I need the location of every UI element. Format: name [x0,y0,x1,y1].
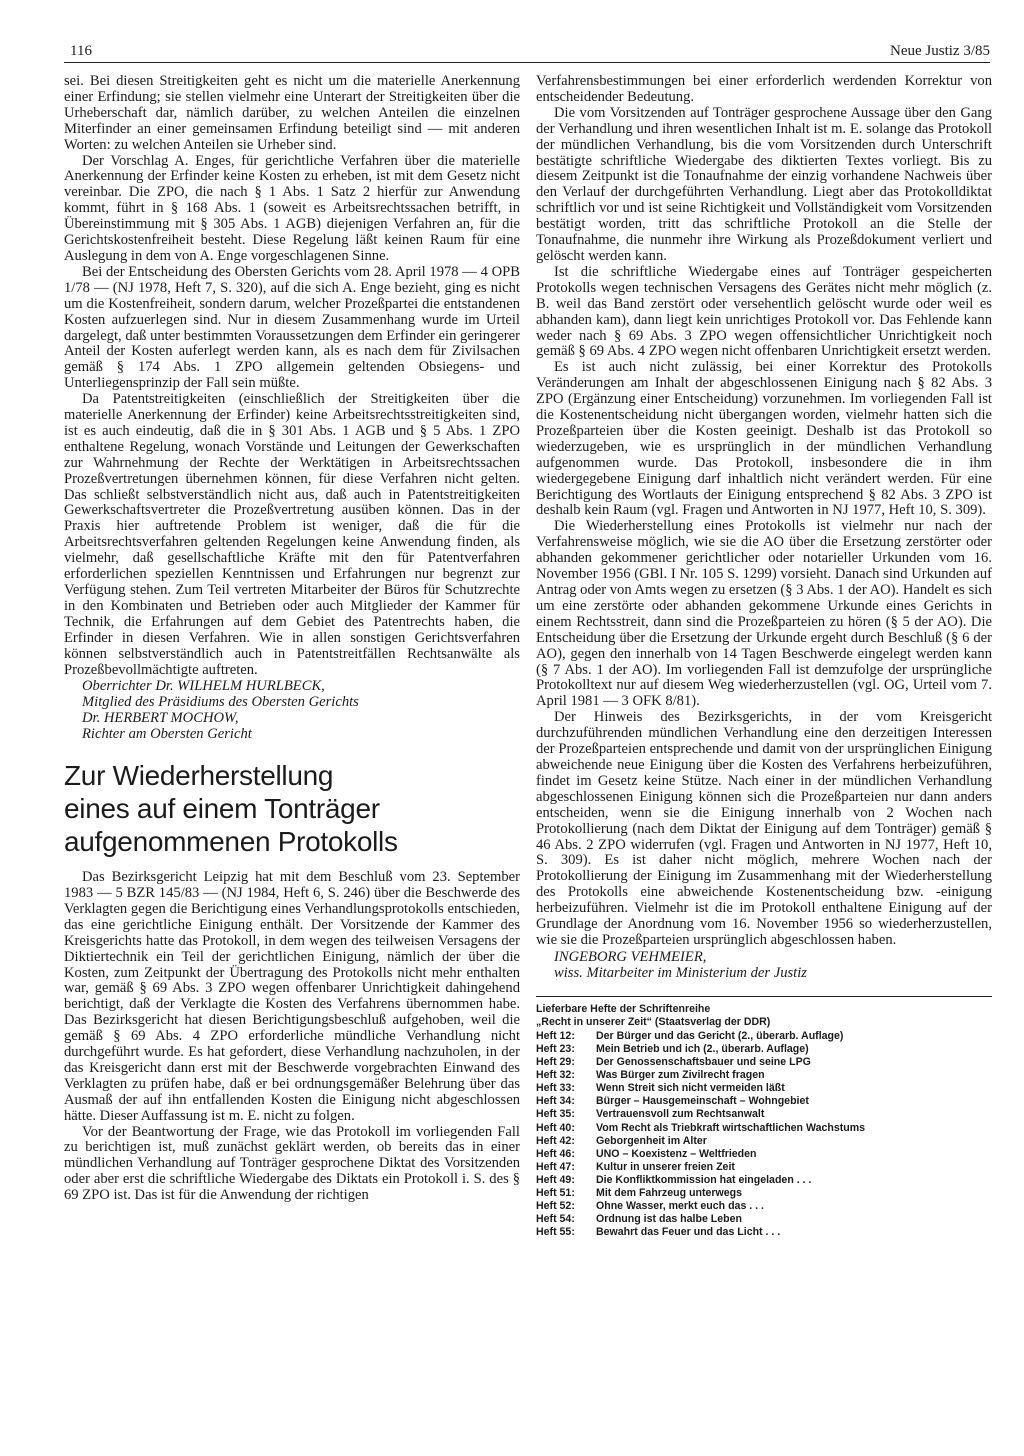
article-title [64,759,520,858]
advert-issue-title: UNO – Koexistenz – Weltfrieden [596,1147,757,1160]
paragraph: Verfahrensbestimmungen bei einer erforderlich werdenden Korrektur von entscheidender Bedeutung. [536,73,992,105]
advert-issue-number: Heft 47: [536,1160,575,1173]
paragraph: Der Vorschlag A. Enges, für gerichtliche Verfahren über die materielle Anerkennung der Erfinder keine Kosten zu erheben, ist mit dem Gesetz nicht vereinbar. Die ZPO, die nach § 1 Abs. 1 Satz 2 hierfür zur Anwendung kommt, führt in § 168 Abs. 1 (soweit es Arbeitsrechtssachen betrifft, in Übereinstimmung mit § 305 Abs. 1 AGB) diejenigen Verfahren an, für die Gerichtskostenfreiheit besteht. Diese Regelung läßt keinen Raum für eine Auslegung in dem von A. Enge vorgeschlagenen Sinne. [64,152,520,264]
advert-list-item [536,1135,865,1148]
signature-line: Richter am Obersten Gericht [82,726,252,743]
paragraph: Die vom Vorsitzenden auf Tonträger gesprochene Aussage über den Gang der Verhandlung und ihren wesentlichen Inhalt ist m. E. solange das Protokoll der mündlichen Verhandlung, bis die vom Vorsitzenden durch Unterschrift bestätigte schriftliche Wiedergabe des diktierten Textes vorliegt. Bis zu diesem Zeitpunkt ist die Tonaufnahme der einzig vorhandene Nachweis über den Verlauf der durchgeführten Verhandlung. Liegt aber das Protokolldiktat schriftlich vor und ist seine Richtigkeit und Vollständigkeit vom Vorsitzenden bestätigt worden, tritt das schriftliche Protokoll an die Stelle der Tonaufnahme, die nunmehr ihre Wirkung als Prozeßdokument verliert und gelöscht werden kann. [536,104,992,264]
paragraph: Das Bezirksgericht Leipzig hat mit dem Beschluß vom 23. September 1983 — 5 BZR 145/83 — (NJ 1984, Heft 6, S. 246) über die Beschwerde des Verklagten gegen die Berichtigung eines Verhandlungsprotokolls entschieden, das eine gerichtliche Einigung enthält. Der Vorsitzende der Kammer des Kreisgerichts hatte das Protokoll, in dem wegen des teilweisen Versagens der Diktiertechnik ein Teil der gerichtlichen Einigung, nämlich der über die Kosten, zum Zeitpunkt der Übertragung des Protokolls nicht mehr enthalten war, gemäß § 69 Abs. 3 ZPO wegen offenbarer Unrichtigkeit dahingehend berichtigt, daß der Verklagte die Kosten des Verfahrens übernommen habe. Das Bezirksgericht hat diesen Berichtigungsbeschluß aufgehoben, weil die gemäß § 69 Abs. 4 ZPO erforderliche mündliche Verhandlung nicht durchgeführt wurde. Es hat gefordert, diese Verhandlung nachzuholen, in der das Kreisgericht dann erst mit der Beschwerde vorgebrachten Einwand des Verklagten zu prüfen habe, daß er bei ordnungsgemäßer Belehrung über das Ausmaß der auf ihn entfallenden Kosten die Einigung nicht abgeschlossen hätte. Dieser Auffassung ist m. E. nicht zu folgen. [64,869,520,1124]
advert-issue-title: Der Genossenschaftsbauer und seine LPG [596,1056,811,1069]
paragraph: Der Hinweis des Bezirksgerichts, in der vom Kreisgericht durchzuführenden mündlichen Verhandlung eine den derzeitigen Interessen der Prozeßparteien entsprechende und damit von der ursprünglichen Einigung abweichende neue Einigung über die Kosten des Verfahrens herbeizuführen, findet im Gesetz keine Stütze. Nach einer in der mündlichen Verhandlung abgeschlossenen Einigung können sich die Prozeßparteien nur dann anders entscheiden, wenn sie die Einigung innerhalb von 2 Wochen nach Protokollierung (nach dem Diktat der Einigung auf dem Tonträger) gemäß § 46 Abs. 2 ZPO widerrufen (vgl. Fragen und Antworten in NJ 1977, Heft 10, S. 309). Es ist daher nicht möglich, mehrere Wochen nach der Protokollierung der Einigung im Zusammenhang mit der Wiederherstellung des Protokolls eine abweichende Kostenentscheidung bzw. -einigung herbeizuführen. Vielmehr ist die im Protokoll enthaltene Einigung auf der Grundlage der Anordnung vom 16. November 1956 so wiederherzustellen, wie sie die Prozeßparteien ursprünglich abgeschlossen haben. [536,709,992,948]
advert-issue-title: Mit dem Fahrzeug unterwegs [596,1186,742,1199]
left-column [64,74,520,1204]
paragraph: Es ist auch nicht zulässig, bei einer Korrektur des Protokolls Veränderungen am Inhalt der abgeschlossenen Einigung nach § 82 Abs. 3 ZPO (Ergänzung einer Entscheidung) vorzunehmen. Im vorliegenden Fall ist die Kostenentscheidung nicht übergangen worden, vielmehr hatten sich die Prozeßparteien über die Kosten geeinigt. Deshalb ist das Protokoll so wiederzugeben, wie es ursprünglich in der mündlichen Verhandlung aufgenommen wurde. Das Protokoll, insbesondere die in ihm wiedergegebene Einigung darf inhaltlich nicht verändert werden. Für eine Berichtigung des Wortlauts der Einigung entsprechend § 82 Abs. 3 ZPO ist deshalb kein Raum (vgl. Fragen und Antworten in NJ 1977, Heft 10, S. 309). [536,359,992,519]
signature-line: Mitglied des Präsidiums des Obersten Gerichts [82,694,359,711]
advert-issue-number: Heft 35: [536,1108,575,1121]
journal-issue: Neue Justiz 3/85 [890,43,990,59]
advert-issue-number: Heft 34: [536,1095,575,1108]
advert-issue-number: Heft 42: [536,1134,575,1147]
advert-issue-number: Heft 51: [536,1186,575,1199]
advert-issue-number: Heft 32: [536,1069,575,1082]
advert-list-item [536,1108,865,1121]
paragraph: Die Wiederherstellung eines Protokolls ist vielmehr nur nach der Verfahrensweise möglich, wie sie die AO über die Ersetzung zerstörter oder abhanden gekommener gerichtlicher oder notarieller Urkunden vom 16. November 1956 (GBl. I Nr. 105 S. 1299) vorsieht. Danach sind Urkunden auf Antrag oder von Amts wegen zu ersetzen (§ 3 Abs. 1 der AO). Handelt es sich um eine zerstörte oder abhanden gekommene Urkunde eines Gerichts in einem Rechtsstreit, dann sind die Prozeßparteien zu hören (§ 5 der AO). Die Entscheidung über die Ersetzung der Urkunde ergeht durch Beschluß (§ 6 der AO), gegen den innerhalb von 14 Tagen Beschwerde eingelegt werden kann (§ 7 Abs. 1 der AO). Im vorliegenden Fall ist demzufolge der ursprüngliche Protokolltext nur auf diesem Weg wiederherzustellen (vgl. OG, Urteil vom 7. April 1981 — 3 OFK 8/81). [536,518,992,710]
advert-list-item [536,1122,865,1135]
advert-list-item [536,1095,865,1108]
advert-list-item [536,1213,865,1226]
title-line: Zur Wiederherstellung [64,760,334,792]
advert-issue-number: Heft 23: [536,1042,575,1055]
series-advertisement [536,996,992,1240]
advert-issue-title: Ohne Wasser, merkt euch das . . . [596,1200,764,1213]
advert-list-item [536,1056,865,1069]
advert-issue-number: Heft 49: [536,1173,575,1186]
signature-line: INGEBORG VEHMEIER, [554,948,707,965]
advert-list-item [536,1069,865,1082]
advert-issue-number: Heft 40: [536,1121,575,1134]
advert-issue-title: Ordnung ist das halbe Leben [596,1213,742,1226]
advert-issue-title: Bewahrt das Feuer und das Licht . . . [596,1226,781,1239]
advert-list [536,1030,865,1240]
paragraph: Bei der Entscheidung des Obersten Gerichts vom 28. April 1978 — 4 OPB 1/78 — (NJ 1978, Heft 7, S. 320), auf die sich A. Enge bezieht, ging es nicht um die Kostenfreiheit, sondern darum, welcher Prozeßpartei die entstandenen Kosten aufzuerlegen sind. Nur in diesem Zusammenhang wurde im Urteil dargelegt, daß unter bestimmten Voraussetzungen dem Erfinder ein geringerer Anteil der Kosten auferlegt werden kann, als es nach dem für Zivilsachen gemäß § 174 Abs. 1 ZPO allgemein geltenden Obsiegens- und Unterliegensprinzip der Fall sein müßte. [64,263,520,392]
advert-issue-title: Mein Betrieb und ich (2., überarb. Auflage) [596,1042,809,1055]
advert-issue-title: Bürger – Hausgemeinschaft – Wohngebiet [596,1095,809,1108]
advert-issue-title: Kultur in unserer freien Zeit [596,1160,735,1173]
advert-heading: Lieferbare Hefte der Schriftenreihe [536,1002,711,1015]
advert-issue-number: Heft 12: [536,1029,575,1042]
advert-issue-number: Heft 55: [536,1226,575,1239]
page-header [64,40,990,63]
advert-issue-title: Die Konfliktkommission hat eingeladen . . . [596,1173,812,1186]
paragraph: Vor der Beantwortung der Frage, wie das Protokoll im vorliegenden Fall zu berichtigen ist, muß zunächst geklärt werden, ob bereits das in einer mündlichen Verhandlung auf Tonträger gesprochene Diktat des Vorsitzenden oder aber erst die schriftliche Wiedergabe des Diktats ein Protokoll i. S. des § 69 ZPO ist. Das ist für die Anwendung der richtigen [64,1123,520,1204]
advert-issue-number: Heft 52: [536,1200,575,1213]
advert-subheading: „Recht in unserer Zeit“ (Staatsverlag der DDR) [536,1015,771,1028]
page-number: 116 [70,43,92,59]
advert-list-item [536,1174,865,1187]
paragraph: sei. Bei diesen Streitigkeiten geht es nicht um die materielle Anerkennung einer Erfindung; sie stellen vielmehr eine Unterart der Streitigkeiten über die Urheberschaft dar, nämlich darüber, zu welchen Anteilen die einzelnen Miterfinder an einer gemeinsamen Erfindung beteiligt sind — mit anderen Worten: zu welchen Anteilen sie Urheber sind. [64,73,520,153]
signature-line: wiss. Mitarbeiter im Ministerium der Justiz [554,964,807,981]
advert-issue-number: Heft 33: [536,1082,575,1095]
advert-list-item [536,1030,865,1043]
advert-list-item [536,1082,865,1095]
advert-issue-title: Vom Recht als Triebkraft wirtschaftlichen Wachstums [596,1121,866,1134]
paragraph: Da Patentstreitigkeiten (einschließlich der Streitigkeiten über die materielle Anerkennung der Erfinder) keine Arbeitsrechtsstreitigkeiten sind, ist es auch eindeutig, daß die in § 301 Abs. 1 AGB und § 5 Abs. 1 ZPO enthaltene Regelung, wonach Vorstände und Leitungen der Gewerkschaften zur Wahrnehmung der Rechte der Werktätigen in Arbeitsrechtssachen Prozeßvertretungen übernehmen können, für diese Verfahren nicht gelten. Das schließt selbstverständlich nicht aus, daß auch in Patentstreitigkeiten Gewerkschaftsvertreter die Prozeßvertretung ausüben können. Das in der Praxis hier auftretende Problem ist weniger, daß die für die Arbeitsrechtsverfahren geltenden Regelungen keine Anwendung finden, als vielmehr, daß gesellschaftliche Kräfte mit den für Patentverfahren erforderlichen speziellen Kenntnissen und Erfahrungen nur begrenzt zur Verfügung stehen. Zum Teil vertreten Mitarbeiter der Büros für Schutzrechte in den Kombinaten und Betrieben oder auch Mitglieder der Kammer für Technik, die Erfahrungen auf dem Gebiet des Patentrechts haben, die Erfinder in diesen Verfahren. Wie in allen sonstigen Gerichtsverfahren können selbstverständlich auch in Patentstreitfällen Rechtsanwälte als Prozeßbevollmächtigte auftreten. [64,391,520,678]
advert-issue-title: Der Bürger und das Gericht (2., überarb. Auflage) [596,1029,844,1042]
advert-list-item [536,1161,865,1174]
advert-issue-title: Wenn Streit sich nicht vermeiden läßt [596,1082,785,1095]
author-signature [536,950,992,982]
signature-line: Oberrichter Dr. WILHELM HURLBECK, [82,678,325,695]
signature-line: Dr. HERBERT MOCHOW, [82,710,239,727]
advert-list-item [536,1043,865,1056]
paragraph: Ist die schriftliche Wiedergabe eines auf Tonträger gespeicherten Protokolls wegen technischen Versagens des Gerätes nicht mehr möglich (z. B. weil das Band zerstört oder versehentlich gelöscht wurde oder weil es abhanden kam), dann liegt kein unrichtiges Protokoll vor. Das Fehlende kann weder nach § 69 Abs. 3 ZPO wegen offensichtlicher Unrichtigkeit noch gemäß § 69 Abs. 4 ZPO wegen nicht offenbaren Unrichtigkeit ersetzt werden. [536,263,992,360]
title-line: aufgenommenen Protokolls [64,826,398,858]
advert-list-item [536,1200,865,1213]
advert-issue-number: Heft 54: [536,1213,575,1226]
author-signature [64,679,520,743]
right-column [536,74,992,1239]
advert-list-item [536,1148,865,1161]
advert-list-item [536,1187,865,1200]
advert-issue-number: Heft 29: [536,1056,575,1069]
advert-issue-title: Geborgenheit im Alter [596,1134,707,1147]
advert-list-item [536,1226,865,1239]
advert-issue-title: Vertrauensvoll zum Rechtsanwalt [596,1108,765,1121]
title-line: eines auf einem Tonträger [64,793,380,825]
advert-issue-title: Was Bürger zum Zivilrecht fragen [596,1069,765,1082]
advert-issue-number: Heft 46: [536,1147,575,1160]
